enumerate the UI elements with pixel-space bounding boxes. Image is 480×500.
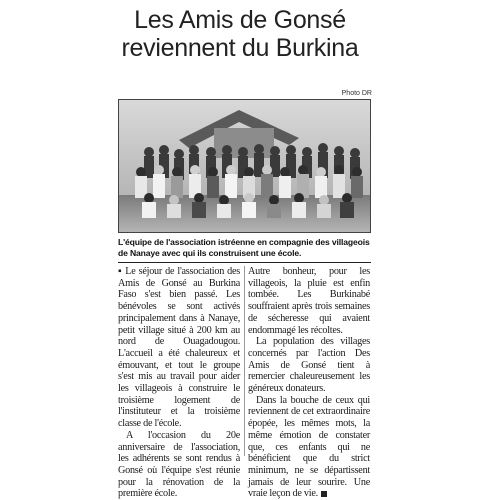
paragraph: La population des villages concernés par l'action Des Amis de Gonsé tient à remercier chaleureusement les généreux donateurs.	[248, 336, 370, 395]
paragraph	[118, 266, 240, 430]
article-column-right	[248, 266, 370, 500]
photo-credit: Photo DR	[341, 90, 372, 97]
photo-caption: L'équipe de l'association istréenne en compagnie des villageois de Nanaye avec qui ils construisent une école.	[118, 237, 370, 258]
headline	[100, 6, 380, 62]
article-column-left	[118, 266, 240, 500]
headline-line-2: reviennent du Burkina	[121, 34, 359, 62]
end-mark-icon	[321, 491, 327, 497]
headline-line-1: Les Amis de Gonsé	[134, 6, 346, 34]
paragraph: Autre bonheur, pour les villageois, la pluie est enfin tombée. Les Burkinabé souffraient après trois semaines de sécheresse qui avaient endommagé les récoltes.	[248, 266, 370, 336]
group-photo	[118, 99, 371, 233]
paragraph: A l'occasion du 20e anniversaire de l'association, les adhérents se sont rendus à Gonsé où l'équipe s'est réunie pour la rénovation de la première école.	[118, 429, 240, 500]
group-photo-illustration	[119, 100, 370, 232]
caption-divider	[118, 262, 371, 263]
paragraph-text: Dans la bouche de ceux qui reviennent de cet extraordinaire épopée, les mêmes mots, la même émotion de constater que, ces enfants qui ne bénéficient que du strict minimum, ne se départissent jamais de leur sourire. Une vraie leçon de vie.	[248, 394, 370, 500]
column-divider	[244, 266, 245, 456]
bullet-icon: ▪	[118, 266, 123, 277]
paragraph	[248, 395, 370, 500]
paragraph-text: Le séjour de l'association des Amis de Gonsé au Burkina Faso s'est bien passé. Les bénévoles se sont activés principalement dans à Nanaye, petit village situé à 200 km au nord de Ouagadougou. L'accueil a été chaleureux et émouvant, et tout le groupe s'est mis au travail pour aider les villageois à construire le troisième logement de l'instituteur et la troisième classe de l'école.	[118, 266, 240, 430]
